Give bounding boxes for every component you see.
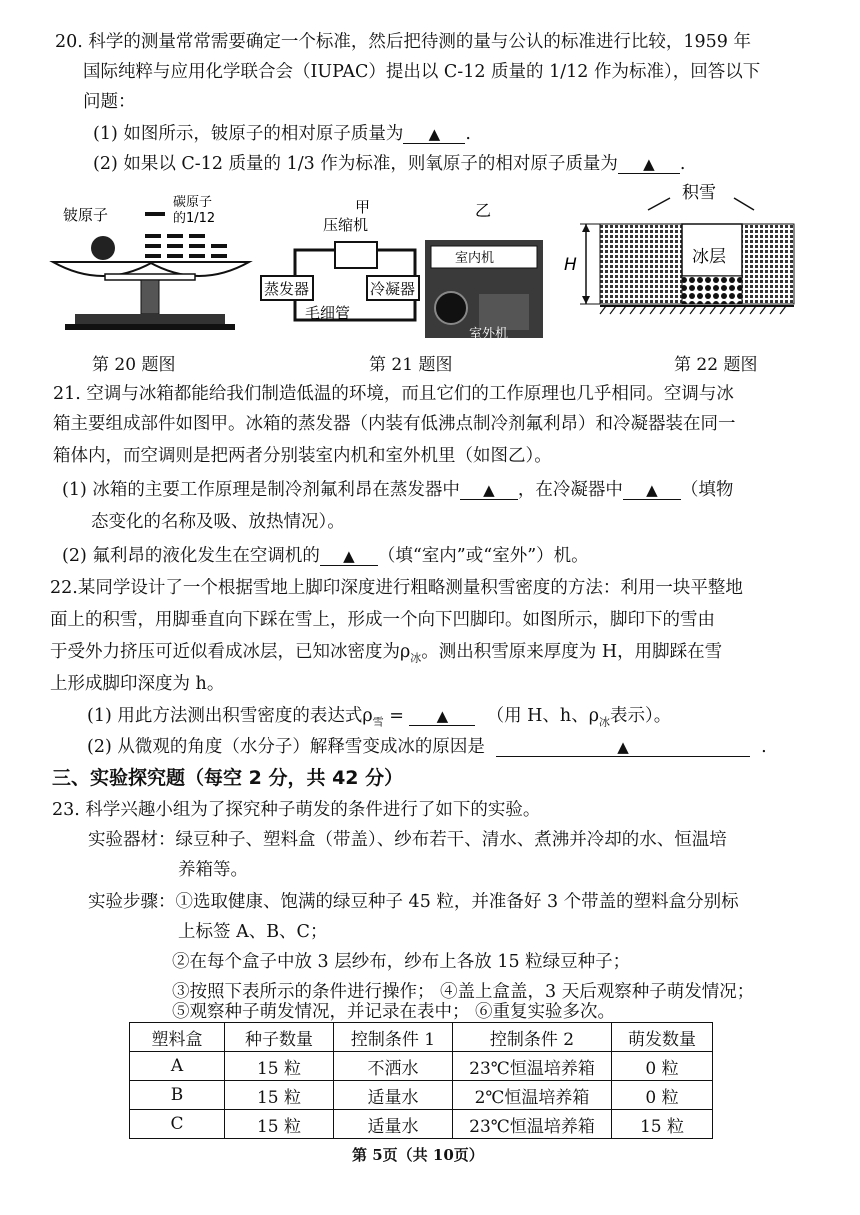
table-cell: 不洒水 <box>334 1052 453 1081</box>
figure-21-caption: 第 21 题图 <box>369 355 453 375</box>
q21-part-1: (1) 冰箱的主要工作原理是制冷剂氟利昂在蒸发器中 ▲ ，在冷凝器中 ▲ （填物 <box>62 480 734 500</box>
ice-layer-label: 冰层 <box>692 247 726 267</box>
q21-part-1-line-2: 态变化的名称及吸、放热情况）。 <box>91 512 345 532</box>
q20-line-1: 20. 科学的测量常常需要确定一个标准，然后把待测的量与公认的标准进行比较，1959 年 <box>55 32 751 52</box>
answer-blank-q21-1a[interactable]: ▲ <box>460 481 518 500</box>
table-cell: 15 粒 <box>225 1052 334 1081</box>
figure-20-caption: 第 20 题图 <box>92 355 176 375</box>
q20-line-3: 问题： <box>83 92 136 112</box>
table-cell: 15 粒 <box>612 1110 713 1139</box>
q21-line-3: 箱体内，而空调则是把两者分别装室内机和室外机里（如图乙）。 <box>53 446 552 466</box>
height-H-label: H <box>564 255 577 275</box>
q22-line-2: 面上的积雪，用脚垂直向下踩在雪上，形成一个向下凹脚印。如图所示，脚印下的雪由 <box>50 610 715 630</box>
page-number-footer: 第 5页（共 10页） <box>352 1146 484 1164</box>
indoor-unit-label: 室内机 <box>455 251 495 266</box>
q23-line-1: 23. 科学兴趣小组为了探究种子萌发的条件进行了如下的实验。 <box>52 800 541 820</box>
q23-materials-line-1: 实验器材：绿豆种子、塑料盒（带盖）、纱布若干、清水、煮沸并冷却的水、恒温培 <box>88 830 727 850</box>
table-row <box>130 1110 713 1139</box>
table-cell: 0 粒 <box>612 1081 713 1110</box>
figure-yi-label: 乙 <box>475 201 492 220</box>
condenser-label: 冷凝器 <box>370 280 416 298</box>
q22-line-4: 上形成脚印深度为 h。 <box>50 674 225 694</box>
table-cell: B <box>130 1081 225 1110</box>
q23-steps-line-3: ②在每个盒子中放 3 层纱布，纱布上各放 15 粒绿豆种子； <box>172 952 631 972</box>
answer-blank-q21-1b[interactable]: ▲ <box>623 481 681 500</box>
q20-part-2-text: (2) 如果以 C-12 质量的 1/3 作为标准，则氧原子的相对原子质量为 <box>93 154 618 174</box>
table-cell: 15 粒 <box>225 1110 334 1139</box>
answer-blank-q22-2[interactable]: ▲ <box>496 738 750 757</box>
carbon-atom-label: 碳原子 <box>173 195 213 210</box>
section-3-heading: 三、实验探究题（每空 2 分，共 42 分） <box>52 767 404 789</box>
table-row <box>130 1052 713 1081</box>
table-cell: 15 粒 <box>225 1081 334 1110</box>
q23-steps-line-1: 实验步骤：①选取健康、饱满的绿豆种子 45 粒，并准备好 3 个带盖的塑料盒分别标 <box>88 892 739 912</box>
refrigerator-diagram <box>255 190 555 345</box>
carbon-fraction-label: 的1/12 <box>173 211 216 226</box>
germination-table <box>129 1022 713 1139</box>
q21-line-1: 21. 空调与冰箱都能给我们制造低温的环境，而且它们的工作原理也几乎相同。空调与冰 <box>53 384 734 404</box>
q20-part-1-text: (1) 如图所示，铍原子的相对原子质量为 <box>93 124 404 144</box>
outdoor-unit-label: 室外机 <box>469 327 509 342</box>
q22-part-1: (1) 用此方法测出积雪密度的表达式$\rho_雪$ = ▲ （用 H、h、$\rho_冰$表示）。 <box>87 706 672 729</box>
table-header-cell: 萌发数量 <box>612 1023 713 1052</box>
table-row <box>130 1081 713 1110</box>
answer-blank-q22-1[interactable]: ▲ <box>409 707 475 726</box>
figure-jia-label: 甲 <box>355 198 371 216</box>
table-header-cell: 控制条件 2 <box>453 1023 612 1052</box>
q23-steps-line-5: ⑤观察种子萌发情况，并记录在表中； ⑥重复实验多次。 <box>172 1002 616 1022</box>
table-cell: 适量水 <box>334 1081 453 1110</box>
balance-figure <box>45 190 255 340</box>
q22-part-2: (2) 从微观的角度（水分子）解释雪变成冰的原因是 ▲ . <box>87 737 767 757</box>
figure-22-caption: 第 22 题图 <box>674 355 758 375</box>
table-cell: 23℃恒温培养箱 <box>453 1052 612 1081</box>
q23-materials-line-2: 养箱等。 <box>178 860 248 880</box>
q22-line-1: 22.某同学设计了一个根据雪地上脚印深度进行粗略测量积雪密度的方法：利用一块平整地 <box>50 578 743 598</box>
table-header-row <box>130 1023 713 1052</box>
table-cell: 23℃恒温培养箱 <box>453 1110 612 1139</box>
beryllium-atom-ball <box>91 236 115 260</box>
q20-part-2: (2) 如果以 C-12 质量的 1/3 作为标准，则氧原子的相对原子质量为 ▲ . <box>93 154 686 174</box>
snow-label: 积雪 <box>682 183 716 203</box>
q22-line-3: 于受外力挤压可近似看成冰层，已知冰密度为$\rho_冰$。测出积雪原来厚度为 H，用脚踩在雪 <box>50 642 723 665</box>
compressor-label: 压缩机 <box>323 216 369 234</box>
q20-line-2: 国际纯粹与应用化学联合会（IUPAC）提出以 C-12 质量的 1/12 作为标准），回答以下 <box>83 62 761 82</box>
q23-steps-line-2: 上标签 A、B、C； <box>178 922 328 942</box>
table-cell: C <box>130 1110 225 1139</box>
table-header-cell: 控制条件 1 <box>334 1023 453 1052</box>
compressor-box <box>335 242 377 268</box>
q21-part-2: (2) 氟利昂的液化发生在空调机的 ▲ （填“室内”或“室外”）机。 <box>62 546 589 566</box>
table-cell: A <box>130 1052 225 1081</box>
snow-footprint-diagram <box>560 180 800 330</box>
table-cell: 2℃恒温培养箱 <box>453 1081 612 1110</box>
q23-steps-line-4: ③按照下表所示的条件进行操作； ④盖上盒盖，3 天后观察种子萌发情况； <box>172 982 755 1002</box>
table-header-cell: 塑料盒 <box>130 1023 225 1052</box>
answer-blank-q20-2[interactable]: ▲ <box>618 155 680 174</box>
evaporator-label: 蒸发器 <box>264 280 310 298</box>
q21-line-2: 箱主要组成部件如图甲。冰箱的蒸发器（内装有低沸点制冷剂氟利昂）和冷凝器装在同一 <box>53 414 736 434</box>
q20-part-1: (1) 如图所示，铍原子的相对原子质量为 ▲ . <box>93 124 471 144</box>
capillary-label: 毛细管 <box>305 304 351 322</box>
table-cell: 0 粒 <box>612 1052 713 1081</box>
beryllium-atom-label: 铍原子 <box>63 206 109 224</box>
answer-blank-q21-2[interactable]: ▲ <box>320 547 378 566</box>
table-cell: 适量水 <box>334 1110 453 1139</box>
answer-blank-q20-1[interactable]: ▲ <box>403 125 465 144</box>
table-header-cell: 种子数量 <box>225 1023 334 1052</box>
